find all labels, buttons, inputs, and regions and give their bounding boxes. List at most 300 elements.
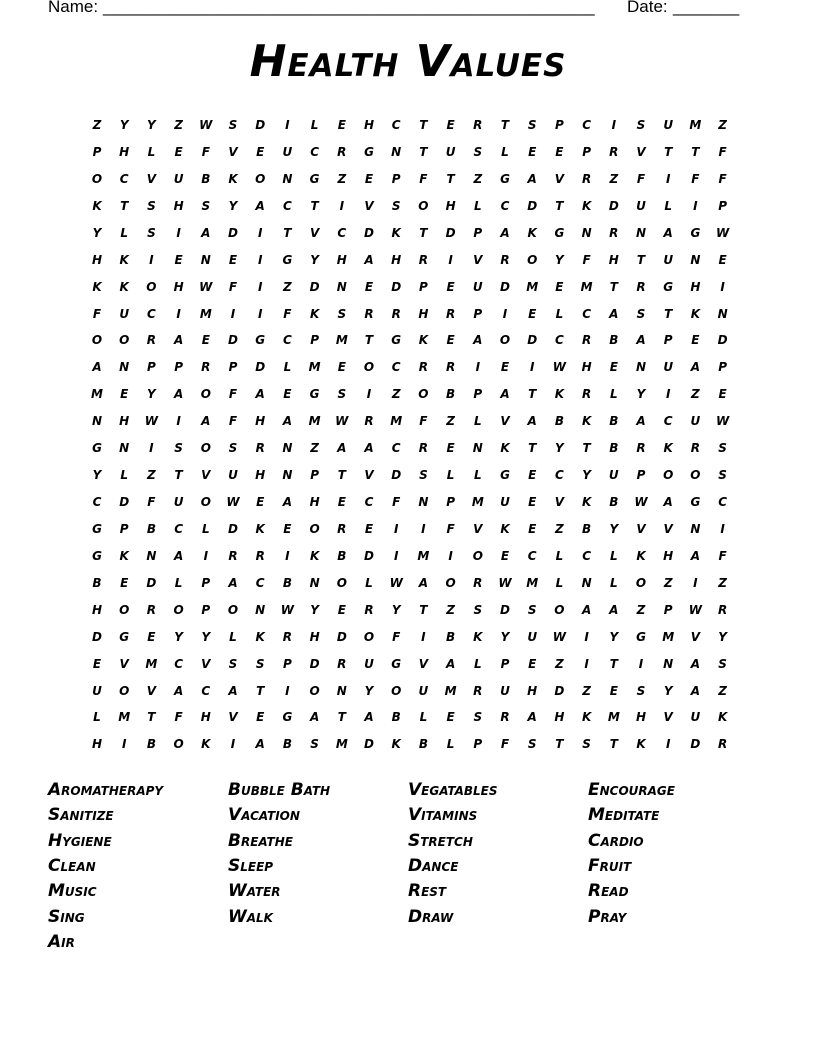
grid-letter: Y (92, 468, 102, 483)
grid-letter: P (473, 306, 483, 321)
grid-letter: R (282, 629, 293, 644)
grid-letter: V (228, 144, 238, 159)
grid-letter: W (389, 575, 403, 590)
grid-letter: K (255, 521, 265, 536)
word-list-item: Sleep (228, 855, 274, 876)
grid-letter: A (309, 710, 320, 725)
grid-letter: C (582, 548, 591, 563)
grid-letter: I (584, 656, 589, 671)
grid-letter: G (282, 710, 293, 725)
grid-letter: I (693, 575, 698, 590)
grid-letter: Y (609, 629, 619, 644)
grid-letter: T (256, 683, 265, 698)
grid-letter: B (418, 737, 428, 752)
grid-letter: B (282, 737, 292, 752)
grid-letter: A (418, 575, 429, 590)
grid-letter: A (364, 441, 374, 456)
grid-letter: M (335, 737, 348, 752)
grid-letter: O (309, 521, 320, 536)
grid-letter: L (365, 575, 373, 590)
grid-letter: U (282, 144, 293, 159)
grid-letter: P (663, 602, 673, 617)
grid-letter: E (256, 495, 265, 510)
grid-letter: E (446, 710, 455, 725)
grid-letter: T (120, 198, 129, 213)
grid-letter: I (257, 306, 263, 321)
grid-letter: H (554, 710, 565, 725)
grid-letter: N (91, 414, 103, 429)
grid-letter: V (554, 171, 565, 186)
grid-letter: R (581, 171, 592, 186)
grid-letter: S (527, 118, 537, 132)
grid-letter: L (283, 360, 292, 375)
grid-letter: Z (718, 575, 727, 590)
grid-letter: D (228, 521, 238, 536)
grid-letter: H (663, 548, 674, 563)
grid-letter: I (339, 198, 345, 213)
grid-letter: R (473, 575, 483, 590)
grid-letter: K (92, 279, 102, 294)
grid-letter: I (285, 548, 290, 563)
grid-letter: N (635, 225, 647, 240)
grid-letter: I (475, 360, 481, 375)
grid-letter: G (119, 629, 130, 644)
grid-letter: E (718, 387, 727, 402)
word-list-item: Bubble Bath (228, 780, 331, 800)
grid-letter: D (364, 737, 374, 752)
grid-letter: D (527, 333, 538, 348)
word-list-item: Pray (588, 906, 627, 927)
grid-letter: D (146, 575, 157, 590)
word-list-item: Fruit (588, 855, 632, 876)
grid-letter: I (176, 306, 181, 321)
grid-letter: I (502, 306, 508, 321)
grid-letter: N (282, 441, 293, 456)
grid-letter: A (500, 225, 510, 240)
grid-letter: Y (391, 602, 401, 617)
grid-letter: E (528, 656, 537, 671)
grid-letter: E (120, 387, 129, 402)
grid-letter: S (147, 198, 156, 213)
grid-letter: F (228, 279, 238, 294)
grid-letter: D (391, 279, 402, 294)
grid-letter: I (448, 252, 453, 267)
grid-letter: G (500, 171, 510, 186)
grid-letter: M (471, 495, 484, 510)
grid-letter: A (527, 414, 537, 429)
grid-letter: A (255, 198, 265, 213)
grid-letter: R (337, 144, 347, 159)
grid-letter: E (120, 575, 129, 590)
grid-letter: P (391, 171, 401, 186)
grid-letter: Z (582, 683, 591, 698)
grid-letter: S (636, 306, 646, 321)
grid-letter: A (364, 252, 374, 267)
grid-letter: I (584, 629, 589, 644)
grid-letter: E (446, 333, 455, 348)
grid-letter: H (91, 737, 103, 752)
grid-letter: P (718, 198, 727, 213)
grid-letter: E (147, 629, 156, 644)
grid-letter: H (255, 414, 266, 429)
grid-letter: I (366, 387, 372, 402)
grid-letter: I (230, 737, 236, 752)
grid-letter: F (636, 171, 646, 186)
grid-letter: F (283, 306, 292, 321)
grid-letter: N (581, 575, 592, 590)
grid-letter: M (308, 360, 321, 375)
grid-letter: D (500, 602, 510, 617)
grid-letter: N (146, 548, 157, 563)
grid-letter: D (690, 737, 701, 752)
grid-letter: U (173, 495, 184, 510)
grid-letter: U (690, 414, 701, 429)
grid-letter: W (715, 414, 730, 429)
grid-letter: C (310, 144, 319, 159)
grid-letter: E (174, 252, 183, 267)
grid-letter: L (310, 118, 319, 132)
grid-letter: M (335, 333, 348, 348)
grid-letter: L (609, 575, 618, 590)
grid-letter: H (690, 279, 701, 294)
grid-letter: P (146, 360, 156, 375)
grid-letter: U (608, 468, 619, 483)
grid-letter: L (93, 710, 101, 725)
grid-letter: Z (663, 575, 673, 590)
grid-letter: B (609, 333, 619, 348)
grid-letter: O (173, 602, 184, 617)
grid-letter: R (255, 441, 265, 456)
grid-letter: L (473, 468, 482, 483)
grid-letter: C (119, 171, 129, 186)
grid-letter: D (717, 333, 728, 348)
grid-letter: I (720, 521, 725, 536)
grid-letter: I (230, 306, 236, 321)
grid-letter: R (636, 279, 646, 294)
grid-letter: L (555, 548, 564, 563)
word-list-item: Rest (408, 881, 447, 902)
grid-letter: G (554, 225, 565, 240)
grid-letter: C (92, 495, 102, 510)
grid-letter: F (174, 710, 183, 725)
grid-letter: C (146, 306, 156, 321)
grid-letter: R (500, 710, 510, 725)
grid-letter: A (663, 495, 673, 510)
grid-letter: O (91, 171, 103, 186)
grid-letter: W (634, 495, 648, 510)
grid-letter: E (555, 279, 564, 294)
grid-letter: F (392, 629, 401, 644)
grid-letter: L (609, 387, 618, 402)
grid-letter: C (364, 495, 374, 510)
grid-letter: A (228, 683, 238, 698)
grid-letter: B (337, 548, 347, 563)
grid-letter: N (336, 279, 347, 294)
grid-letter: R (146, 333, 157, 348)
grid-letter: H (635, 710, 647, 725)
grid-letter: W (552, 360, 567, 375)
grid-letter: F (582, 252, 591, 267)
grid-letter: E (609, 360, 618, 375)
grid-letter: M (689, 118, 702, 132)
name-label: Name: (48, 0, 99, 16)
grid-letter: S (582, 737, 591, 752)
grid-letter: V (201, 656, 211, 671)
grid-letter: R (364, 306, 374, 321)
grid-letter: F (201, 144, 210, 159)
grid-letter: E (228, 252, 238, 267)
grid-letter: S (419, 468, 428, 483)
grid-letter: U (500, 495, 510, 510)
grid-letter: G (92, 441, 102, 456)
grid-letter: O (309, 683, 320, 698)
grid-letter: N (717, 306, 728, 321)
grid-letter: Y (147, 387, 156, 402)
grid-letter: G (391, 333, 402, 348)
grid-letter: V (636, 144, 646, 159)
grid-letter: T (664, 306, 673, 321)
grid-letter: K (119, 548, 129, 563)
grid-letter: B (146, 737, 156, 752)
grid-letter: L (120, 225, 129, 240)
grid-letter: P (418, 279, 428, 294)
grid-letter: I (203, 548, 209, 563)
grid-letter: P (718, 360, 727, 375)
grid-letter: U (527, 629, 538, 644)
grid-letter: C (554, 468, 564, 483)
grid-letter: M (390, 414, 403, 429)
grid-letter: O (445, 575, 456, 590)
grid-letter: P (282, 656, 292, 671)
grid-letter: R (418, 441, 429, 456)
grid-letter: A (282, 414, 293, 429)
grid-letter: A (527, 171, 537, 186)
grid-letter: C (391, 441, 401, 456)
grid-letter: P (310, 468, 319, 483)
grid-letter: P (201, 575, 211, 590)
grid-letter: H (363, 118, 375, 132)
grid-letter: R (690, 441, 701, 456)
grid-letter: O (336, 575, 347, 590)
grid-letter: D (255, 118, 266, 132)
grid-letter: L (201, 521, 210, 536)
grid-letter: K (690, 306, 701, 321)
grid-letter: V (201, 468, 211, 483)
grid-letter: T (609, 279, 618, 294)
grid-letter: I (285, 683, 290, 698)
grid-letter: U (663, 360, 674, 375)
grid-letter: K (717, 710, 728, 725)
grid-letter: S (718, 441, 727, 456)
grid-letter: S (255, 656, 265, 671)
grid-letter: E (92, 656, 102, 671)
grid-letter: O (418, 387, 429, 402)
grid-letter: Y (609, 521, 619, 536)
grid-letter: R (636, 441, 646, 456)
grid-letter: E (528, 144, 537, 159)
grid-letter: T (446, 171, 455, 186)
grid-letter: R (364, 602, 374, 617)
grid-letter: E (528, 521, 537, 536)
grid-letter: V (119, 656, 129, 671)
grid-letter: B (582, 521, 592, 536)
word-list-item: Music (48, 881, 97, 902)
grid-letter: P (310, 333, 319, 348)
grid-letter: A (337, 441, 347, 456)
grid-letter: V (364, 468, 374, 483)
grid-letter: H (91, 252, 103, 267)
grid-letter: P (663, 333, 673, 348)
grid-letter: O (663, 468, 674, 483)
grid-letter: Z (446, 414, 455, 429)
grid-letter: V (146, 171, 157, 186)
grid-letter: B (554, 414, 564, 429)
grid-letter: I (665, 737, 671, 752)
grid-letter: G (690, 225, 701, 240)
grid-letter: M (607, 710, 620, 725)
grid-letter: P (636, 468, 646, 483)
grid-letter: V (636, 521, 646, 536)
word-list-item: Cardio (588, 830, 644, 851)
grid-letter: O (227, 602, 239, 617)
grid-letter: K (228, 171, 238, 186)
grid-letter: Y (201, 629, 211, 644)
grid-letter: S (718, 656, 727, 671)
grid-letter: O (146, 279, 157, 294)
grid-letter: A (636, 333, 646, 348)
grid-letter: R (445, 360, 456, 375)
grid-letter: I (121, 737, 127, 752)
grid-letter: F (419, 171, 428, 186)
grid-letter: O (91, 333, 103, 348)
grid-letter: D (228, 333, 238, 348)
grid-letter: I (176, 414, 181, 429)
grid-letter: V (364, 198, 374, 213)
grid-letter: G (364, 144, 374, 159)
grid-letter: A (500, 387, 510, 402)
grid-letter: E (446, 441, 455, 456)
grid-letter: H (336, 252, 347, 267)
grid-letter: V (473, 252, 483, 267)
grid-letter: D (391, 468, 402, 483)
grid-letter: G (92, 521, 102, 536)
grid-letter: Z (555, 521, 564, 536)
grid-letter: W (552, 629, 567, 644)
grid-letter: N (119, 360, 130, 375)
grid-letter: O (690, 468, 701, 483)
grid-letter: I (421, 521, 426, 536)
grid-letter: U (119, 306, 130, 321)
grid-letter: E (446, 118, 455, 132)
grid-letter: O (363, 629, 375, 644)
grid-letter: Y (555, 441, 564, 456)
grid-letter: S (391, 198, 401, 213)
grid-letter: K (201, 737, 211, 752)
grid-letter: I (665, 387, 671, 402)
grid-letter: I (693, 198, 698, 213)
grid-letter: A (473, 333, 483, 348)
word-list-item: Meditate (588, 805, 660, 826)
grid-letter: Z (636, 602, 646, 617)
grid-letter: N (635, 360, 647, 375)
grid-letter: V (663, 710, 673, 725)
grid-letter: Y (310, 602, 319, 617)
grid-letter: D (119, 495, 130, 510)
word-list-item: Breathe (228, 830, 293, 851)
grid-letter: A (201, 414, 211, 429)
grid-letter: L (120, 468, 129, 483)
grid-letter: E (337, 602, 346, 617)
grid-letter: Y (555, 252, 564, 267)
grid-letter: E (528, 468, 537, 483)
grid-letter: L (473, 414, 482, 429)
grid-letter: O (472, 548, 483, 563)
grid-letter: R (581, 333, 592, 348)
grid-letter: E (201, 333, 210, 348)
grid-letter: C (391, 360, 401, 375)
grid-letter: H (309, 495, 320, 510)
grid-letter: G (282, 252, 293, 267)
grid-letter: M (199, 306, 212, 321)
grid-letter: A (255, 737, 265, 752)
grid-letter: L (446, 468, 455, 483)
grid-letter: K (636, 548, 646, 563)
grid-letter: H (391, 252, 402, 267)
grid-letter: C (527, 548, 537, 563)
grid-letter: O (635, 575, 647, 590)
grid-letter: S (228, 441, 238, 456)
grid-letter: V (228, 710, 238, 725)
grid-letter: Z (310, 441, 319, 456)
grid-letter: W (715, 225, 730, 240)
page-title: Health Values (249, 36, 567, 87)
grid-letter: T (609, 656, 618, 671)
grid-letter: V (500, 414, 510, 429)
grid-letter: R (473, 118, 483, 132)
grid-letter: K (391, 737, 401, 752)
grid-letter: P (554, 118, 564, 132)
grid-letter: C (282, 333, 292, 348)
grid-letter: B (609, 414, 619, 429)
grid-letter: F (718, 548, 727, 563)
grid-letter: F (228, 387, 238, 402)
grid-letter: Y (636, 387, 646, 402)
grid-letter: E (500, 360, 510, 375)
grid-letter: I (611, 118, 617, 132)
grid-letter: B (146, 521, 156, 536)
grid-letter: R (201, 360, 211, 375)
grid-letter: A (228, 575, 238, 590)
grid-letter: K (119, 279, 129, 294)
grid-letter: T (528, 441, 537, 456)
grid-letter: G (663, 279, 674, 294)
grid-letter: M (308, 414, 321, 429)
grid-letter: P (228, 360, 238, 375)
grid-letter: Y (364, 683, 374, 698)
grid-letter: K (581, 710, 592, 725)
grid-letter: A (201, 225, 211, 240)
grid-letter: C (582, 306, 591, 321)
grid-letter: T (500, 118, 510, 132)
word-list-item: Air (48, 931, 75, 952)
grid-letter: L (609, 548, 618, 563)
grid-letter: F (691, 171, 700, 186)
grid-letter: I (257, 225, 263, 240)
grid-letter: Z (446, 602, 455, 617)
grid-letter: E (555, 144, 564, 159)
grid-letter: H (91, 602, 103, 617)
grid-letter: K (581, 198, 592, 213)
